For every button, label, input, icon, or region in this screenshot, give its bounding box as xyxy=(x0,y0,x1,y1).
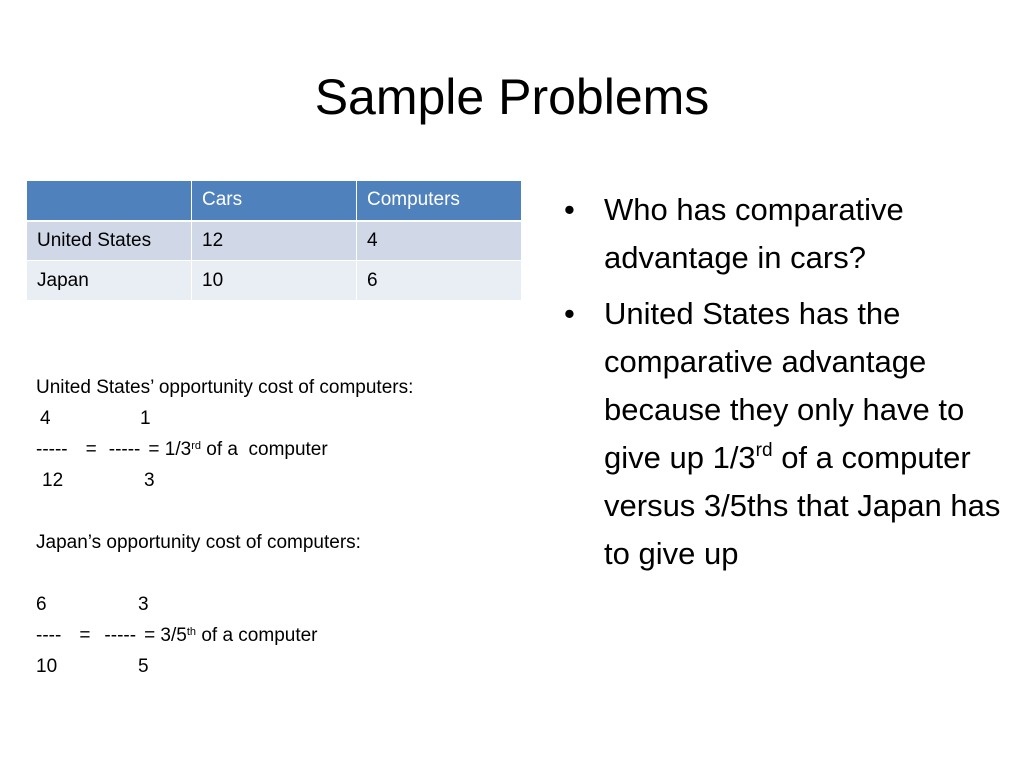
question-text: Who has comparative advantage in cars? xyxy=(604,192,904,275)
table-cell: 10 xyxy=(192,261,357,301)
us-num-left: 4 xyxy=(40,408,51,429)
us-den-left: 12 xyxy=(42,470,64,491)
table-header-cell: Cars xyxy=(192,181,357,221)
bullet-list xyxy=(562,186,1002,586)
table-cell: 6 xyxy=(357,261,522,301)
japan-result-suffix: of a computer xyxy=(196,625,318,646)
bullet-marker: • xyxy=(564,192,575,227)
japan-result-sup: th xyxy=(186,626,197,638)
japan-num-left: 6 xyxy=(36,594,47,615)
japan-result-prefix: = 3/5 xyxy=(144,625,187,646)
spacer xyxy=(36,496,413,527)
japan-den-left: 10 xyxy=(36,656,58,677)
table-header-cell: Computers xyxy=(357,181,522,221)
japan-dash-left: ---- xyxy=(36,625,62,646)
table-header-row xyxy=(27,181,522,221)
answer-text-suffix: of a computer versus 3/5ths that Japan has to give up xyxy=(604,440,1001,571)
japan-num-right: 3 xyxy=(138,594,149,615)
us-result-sup: rd xyxy=(191,440,201,452)
table-row xyxy=(27,221,522,261)
bullet-question xyxy=(562,186,1002,282)
us-dash-left: ----- xyxy=(36,439,68,460)
table-header-cell xyxy=(27,181,192,221)
table-cell: 4 xyxy=(357,221,522,261)
answer-text-prefix: United States has the comparative advantage because they only have to give up 1/3 xyxy=(604,296,965,475)
table-cell: Japan xyxy=(27,261,192,301)
us-result-prefix: = 1/3 xyxy=(148,439,192,460)
us-calc-heading: United States’ opportunity cost of computers: xyxy=(36,377,414,398)
japan-calc-fraction-line xyxy=(36,620,413,651)
bullet-answer xyxy=(562,290,1002,578)
us-calc-numerators xyxy=(36,403,413,434)
answer-sup: rd xyxy=(755,440,773,461)
slide-title: Sample Problems xyxy=(314,69,710,125)
us-calc-denominators xyxy=(36,465,413,496)
japan-dash-right: ----- xyxy=(104,625,137,646)
spacer xyxy=(36,558,413,589)
japan-calc-numerators xyxy=(36,589,413,620)
table-cell: 12 xyxy=(192,221,357,261)
data-table xyxy=(26,180,522,301)
table-row xyxy=(27,261,522,301)
us-num-right: 1 xyxy=(140,408,151,429)
us-result-suffix: of a computer xyxy=(200,439,328,460)
us-equals: = xyxy=(85,439,97,460)
japan-equals: = xyxy=(79,625,91,646)
japan-result xyxy=(144,620,317,651)
us-calc-fraction-line xyxy=(36,434,413,465)
bullet-marker: • xyxy=(564,296,575,331)
table-cell: United States xyxy=(27,221,192,261)
us-den-right: 3 xyxy=(144,470,155,491)
japan-calc-heading: Japan’s opportunity cost of computers: xyxy=(36,532,361,553)
opportunity-cost-work xyxy=(36,372,413,682)
us-result xyxy=(148,434,327,465)
japan-calc-denominators xyxy=(36,651,413,682)
japan-den-right: 5 xyxy=(138,656,149,677)
us-dash-right: ----- xyxy=(108,439,141,460)
